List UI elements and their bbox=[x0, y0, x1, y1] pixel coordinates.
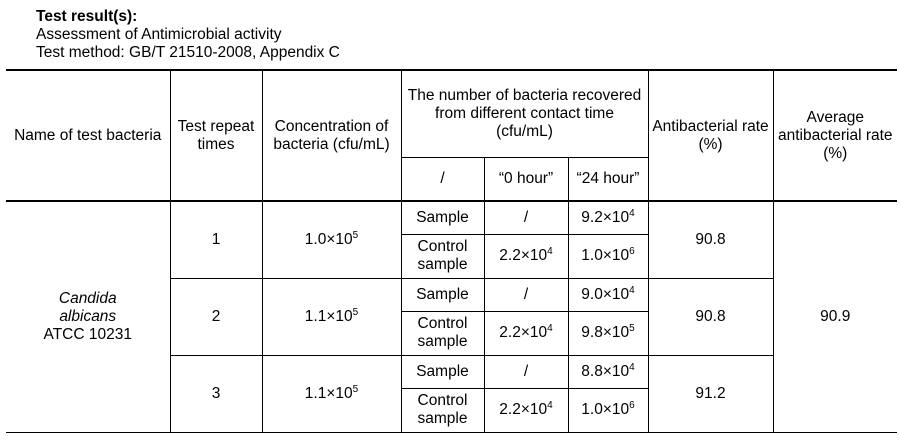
control-24-hour-value: $1.0\times 10^6$ bbox=[568, 388, 648, 432]
header-sub-24-hour: “24 hour” bbox=[568, 157, 648, 201]
repeat-number: 2 bbox=[170, 278, 262, 355]
control-24-hour-value: $1.0\times 10^6$ bbox=[568, 234, 648, 278]
control-0-hour-value: $2.2\times 10^4$ bbox=[484, 388, 568, 432]
header-sub-0-hour: “0 hour” bbox=[484, 157, 568, 201]
repeat-number: 3 bbox=[170, 355, 262, 432]
test-method-label: Test method: GB/T 21510-2008, Appendix C bbox=[36, 44, 340, 61]
sample-label: Sample bbox=[401, 201, 484, 234]
antibacterial-rate-value: 90.8 bbox=[648, 278, 773, 355]
control-sample-label: Control sample bbox=[401, 388, 484, 432]
section-title: Test result(s): bbox=[36, 8, 138, 25]
bacteria-strain: ATCC 10231 bbox=[43, 325, 132, 343]
concentration-value: $1.1\times 10^5$ bbox=[262, 278, 401, 355]
header-average-rate: Average antibacterial rate (%) bbox=[773, 70, 897, 201]
sample-0-hour-value: / bbox=[484, 278, 568, 311]
sample-0-hour-value: / bbox=[484, 201, 568, 234]
sample-label: Sample bbox=[401, 278, 484, 311]
header-bacteria-number: The number of bacteria recovered from different contact time (cfu/mL) bbox=[401, 70, 648, 157]
sample-label: Sample bbox=[401, 355, 484, 388]
header-sub-slash: / bbox=[401, 157, 484, 201]
report-header bbox=[36, 8, 340, 62]
control-sample-label: Control sample bbox=[401, 234, 484, 278]
control-sample-label: Control sample bbox=[401, 311, 484, 355]
sample-24-hour-value: $8.8\times 10^4$ bbox=[568, 355, 648, 388]
control-0-hour-value: $2.2\times 10^4$ bbox=[484, 234, 568, 278]
bacteria-genus: Candida bbox=[58, 289, 117, 307]
bacteria-name-cell bbox=[6, 201, 170, 432]
antibacterial-rate-value: 91.2 bbox=[648, 355, 773, 432]
sample-24-hour-value: $9.2\times 10^4$ bbox=[568, 201, 648, 234]
header-repeat-times: Test repeat times bbox=[170, 70, 262, 201]
assessment-label: Assessment of Antimicrobial activity bbox=[36, 26, 282, 43]
control-0-hour-value: $2.2\times 10^4$ bbox=[484, 311, 568, 355]
concentration-value: $1.0\times 10^5$ bbox=[262, 201, 401, 278]
repeat-number: 1 bbox=[170, 201, 262, 278]
header-antibacterial-rate: Antibacterial rate (%) bbox=[648, 70, 773, 201]
results-table bbox=[6, 69, 897, 433]
bacteria-species: albicans bbox=[59, 307, 117, 325]
control-24-hour-value: $9.8\times 10^5$ bbox=[568, 311, 648, 355]
concentration-value: $1.1\times 10^5$ bbox=[262, 355, 401, 432]
sample-0-hour-value: / bbox=[484, 355, 568, 388]
average-rate-value: 90.9 bbox=[773, 201, 897, 432]
header-bacteria-name: Name of test bacteria bbox=[6, 70, 170, 201]
antibacterial-rate-value: 90.8 bbox=[648, 201, 773, 278]
header-concentration: Concentration of bacteria (cfu/mL) bbox=[262, 70, 401, 201]
sample-24-hour-value: $9.0\times 10^4$ bbox=[568, 278, 648, 311]
